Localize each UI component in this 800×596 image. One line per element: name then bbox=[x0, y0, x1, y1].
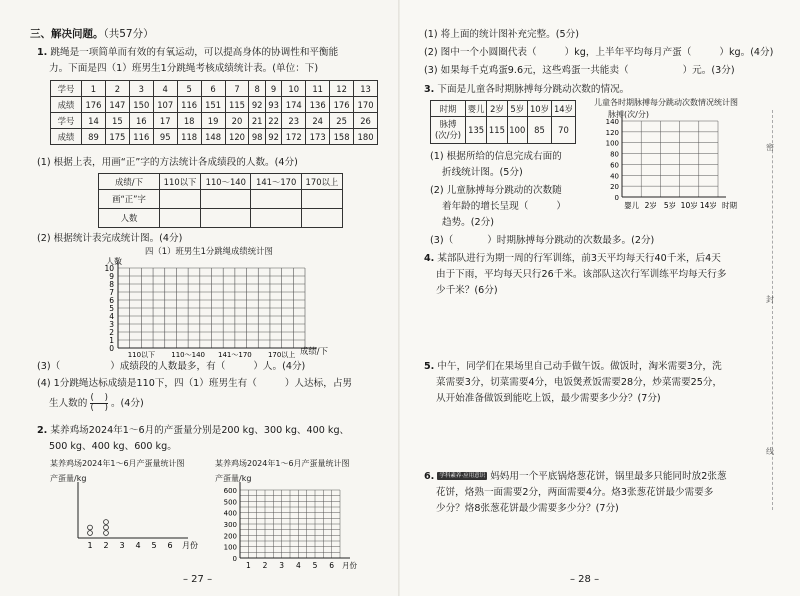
tally-header: 141～170 bbox=[251, 174, 301, 190]
x-axis-label: 月份 bbox=[182, 541, 198, 550]
y-tick-label: 6 bbox=[109, 296, 114, 305]
pulse-period-cell: 婴儿 bbox=[466, 101, 487, 117]
tally-cell[interactable] bbox=[251, 190, 301, 209]
y-tick-label: 20 bbox=[610, 183, 619, 192]
score-cell: 172 bbox=[282, 129, 306, 145]
y-tick-label: 8 bbox=[109, 280, 114, 289]
egg-bar-chart-grid[interactable] bbox=[212, 482, 372, 572]
student-id-cell: 16 bbox=[129, 113, 153, 129]
pulse-value-cell: 135 bbox=[466, 117, 487, 144]
x-tick-label: 170以上 bbox=[267, 351, 296, 359]
x-tick-label: 6 bbox=[167, 541, 173, 550]
student-id-cell: 19 bbox=[201, 113, 225, 129]
score-cell: 115 bbox=[225, 97, 249, 113]
y-tick-label: 9 bbox=[109, 272, 114, 281]
q3-sub1-b: 折线统计图。(5分) bbox=[442, 167, 523, 178]
literacy-badge: 学科素养·应用意识 bbox=[439, 473, 486, 479]
student-id-cell: 8 bbox=[249, 81, 265, 97]
egg-circle-icon bbox=[88, 531, 93, 536]
score-cell: 170 bbox=[354, 97, 378, 113]
tally-cell[interactable] bbox=[301, 190, 342, 209]
x-tick-label: 1 bbox=[87, 541, 93, 550]
y-tick-label: 300 bbox=[223, 521, 237, 529]
y-tick-label: 100 bbox=[223, 543, 237, 552]
student-id-cell: 20 bbox=[225, 113, 249, 129]
q6-line1: 6. 学科素养·应用意识 妈妈用一个平底锅烙葱花饼，锅里最多只能同时放2张葱 bbox=[424, 471, 727, 482]
student-id-cell: 26 bbox=[354, 113, 378, 129]
pulse-header: 时期 bbox=[431, 101, 466, 117]
pulse-chart-ylabel: 脉搏(次/分) bbox=[608, 110, 649, 119]
student-id-cell: 12 bbox=[330, 81, 354, 97]
y-tick-label: 0 bbox=[109, 344, 114, 353]
egg-circle-icon bbox=[104, 531, 109, 536]
blank-fraction[interactable]: $\frac{( )}{( )}$ bbox=[90, 392, 108, 413]
tally-header: 170以上 bbox=[301, 174, 342, 190]
score-cell: 148 bbox=[201, 129, 225, 145]
row-header: 学号 bbox=[51, 113, 82, 129]
pulse-table bbox=[430, 100, 576, 144]
student-id-cell: 23 bbox=[282, 113, 306, 129]
q1-line1: 1. 跳绳是一项简单而有效的有氧运动，可以提高身体的协调性和平衡能 bbox=[37, 47, 339, 58]
q2-sub3: (3) 如果每千克鸡蛋9.6元，这些鸡蛋一共能卖（ ）元。(3分) bbox=[424, 65, 735, 76]
q3-sub2-a: (2) 儿童脉搏每分跳动的次数随 bbox=[430, 185, 562, 196]
q5-line1: 5. 中午，同学们在果场里自己动手做午饭。做饭时，淘米需要3分，洗 bbox=[424, 361, 722, 372]
y-tick-label: 10 bbox=[104, 264, 114, 273]
x-tick-label: 141～170 bbox=[218, 351, 252, 359]
pulse-period-cell: 10岁 bbox=[527, 101, 551, 117]
q3-sub1-a: (1) 根据所给的信息完成右面的 bbox=[430, 151, 562, 162]
x-tick-label: 5岁 bbox=[663, 201, 677, 210]
tally-header: 110～140 bbox=[201, 174, 251, 190]
x-axis-label: 月份 bbox=[342, 561, 357, 570]
q2-line2: 500 kg、400 kg、600 kg。 bbox=[49, 441, 177, 452]
q3-sub2-b: 着年龄的增长呈现（ ） bbox=[442, 201, 566, 212]
student-id-cell: 2 bbox=[105, 81, 129, 97]
y-tick-label: 60 bbox=[610, 161, 619, 170]
score-cell: 93 bbox=[265, 97, 281, 113]
q5-line3: 从开始准备做饭到能吃上饭，最少需要多少分？(7分) bbox=[436, 393, 661, 404]
q6-line3: 少分？烙8张葱花饼最少需要多少分？(7分) bbox=[436, 503, 619, 514]
x-tick-label: 5 bbox=[312, 561, 318, 570]
egg-circle-icon bbox=[88, 525, 93, 530]
side-char: 封 bbox=[766, 295, 774, 304]
pulse-line-chart-grid[interactable] bbox=[600, 115, 750, 215]
student-id-cell: 6 bbox=[201, 81, 225, 97]
egg-chart2-ylabel: 产蛋量/kg bbox=[215, 474, 252, 483]
student-id-cell: 21 bbox=[249, 113, 265, 129]
score-cell: 92 bbox=[265, 129, 281, 145]
chart1-title: 四（1）班男生1分跳绳成绩统计图 bbox=[145, 246, 273, 256]
row-header: 成绩 bbox=[51, 97, 82, 113]
score-cell: 180 bbox=[354, 129, 378, 145]
student-id-cell: 4 bbox=[153, 81, 177, 97]
score-cell: 92 bbox=[249, 97, 265, 113]
y-tick-label: 2 bbox=[109, 328, 114, 337]
score-cell: 175 bbox=[105, 129, 129, 145]
chart1-ylabel: 人数 bbox=[106, 257, 122, 266]
score-cell: 176 bbox=[330, 97, 354, 113]
y-tick-label: 1 bbox=[109, 336, 114, 345]
tally-cell[interactable] bbox=[251, 209, 301, 228]
pulse-row-label: 脉搏 (次/分) bbox=[431, 117, 466, 144]
student-id-cell: 1 bbox=[82, 81, 106, 97]
pulse-value-cell: 70 bbox=[551, 117, 575, 144]
egg-chart1-ylabel: 产蛋量/kg bbox=[50, 474, 87, 483]
pulse-value-cell: 115 bbox=[487, 117, 507, 144]
x-tick-label: 6 bbox=[329, 561, 335, 570]
y-tick-label: 40 bbox=[610, 172, 619, 181]
q3-line1: 3. 下面是儿童各时期脉搏每分跳动次数的情况。 bbox=[424, 84, 630, 95]
score-cell: 118 bbox=[177, 129, 201, 145]
score-cell: 173 bbox=[306, 129, 330, 145]
egg-circle-icon bbox=[104, 520, 109, 525]
q4-line2: 由于下雨，平均每天只行26千米。该部队这次行军训练平均每天行多 bbox=[436, 269, 727, 280]
q4-line3: 少千米？(6分) bbox=[436, 285, 498, 296]
q1-sub4-line2: 生人数的 $\frac{( )}{( )}$ 。(4分) bbox=[49, 392, 144, 413]
side-char: 密 bbox=[766, 143, 774, 152]
q1-sub4: (4) 1分跳绳达标成绩是110下，四（1）班男生有（ ）人达标，占男 bbox=[37, 378, 353, 389]
x-tick-label: 10岁 bbox=[680, 201, 698, 210]
student-id-cell: 15 bbox=[105, 113, 129, 129]
student-id-cell: 18 bbox=[177, 113, 201, 129]
x-tick-label: 1 bbox=[245, 561, 251, 570]
egg-pictograph-chart bbox=[60, 480, 200, 560]
student-id-cell: 9 bbox=[265, 81, 281, 97]
score-cell: 98 bbox=[249, 129, 265, 145]
x-tick-label: 4 bbox=[295, 561, 301, 570]
egg-chart2-title: 某养鸡场2024年1～6月产蛋量统计图 bbox=[215, 459, 350, 468]
x-axis-label: 时期 bbox=[722, 201, 737, 210]
student-id-cell: 10 bbox=[282, 81, 306, 97]
score-cell: 151 bbox=[201, 97, 225, 113]
tally-row-label: 人数 bbox=[99, 209, 160, 228]
tally-cell[interactable] bbox=[160, 190, 201, 209]
tally-header: 成绩/下 bbox=[99, 174, 160, 190]
x-tick-label: 3 bbox=[119, 541, 125, 550]
section-heading: 三、解决问题。（共57分） bbox=[30, 28, 154, 40]
score-cell: 136 bbox=[306, 97, 330, 113]
score-cell: 147 bbox=[105, 97, 129, 113]
student-id-cell: 14 bbox=[82, 113, 106, 129]
x-tick-label: 14岁 bbox=[699, 201, 717, 210]
q1-sub2: (2) 根据统计表完成统计图。(4分) bbox=[37, 233, 183, 244]
pulse-value-cell: 85 bbox=[527, 117, 551, 144]
score-cell: 95 bbox=[153, 129, 177, 145]
y-tick-label: 400 bbox=[223, 509, 237, 518]
page-number: – 27 – bbox=[183, 574, 213, 585]
pulse-period-cell: 5岁 bbox=[507, 101, 527, 117]
score-cell: 176 bbox=[82, 97, 106, 113]
score-cell: 116 bbox=[129, 129, 153, 145]
pulse-value-cell: 100 bbox=[507, 117, 527, 144]
q6-line2: 花饼，烙熟一面需要2分，两面需要4分。烙3张葱花饼最少需要多 bbox=[436, 487, 714, 498]
q5-line2: 菜需要3分，切菜需要4分，电饭煲煮饭需要28分，炒菜需要25分， bbox=[436, 377, 723, 388]
y-tick-label: 0 bbox=[232, 555, 237, 563]
tally-header: 110以下 bbox=[160, 174, 201, 190]
q2-line1: 2. 某养鸡场2024年1～6月的产蛋量分别是200 kg、300 kg、400 kg、 bbox=[37, 425, 350, 436]
pulse-chart-title: 儿童各时期脉搏每分跳动次数情况统计图 bbox=[594, 98, 738, 107]
q3-sub3: (3)（ ）时期脉搏每分跳动的次数最多。(2分) bbox=[430, 235, 655, 246]
student-id-cell: 13 bbox=[354, 81, 378, 97]
y-tick-label: 120 bbox=[605, 128, 619, 137]
score-cell: 116 bbox=[177, 97, 201, 113]
x-tick-label: 110～140 bbox=[171, 351, 205, 359]
tally-cell[interactable] bbox=[201, 209, 251, 228]
y-tick-label: 200 bbox=[223, 532, 237, 541]
score-table bbox=[50, 80, 378, 145]
score-cell: 107 bbox=[153, 97, 177, 113]
egg-circle-icon bbox=[104, 525, 109, 530]
student-id-cell: 11 bbox=[306, 81, 330, 97]
pulse-period-cell: 14岁 bbox=[551, 101, 575, 117]
q3-sub2-d: 趋势。(2分) bbox=[442, 217, 494, 228]
tally-table bbox=[98, 173, 343, 228]
pulse-period-cell: 2岁 bbox=[487, 101, 507, 117]
y-tick-label: 500 bbox=[223, 498, 237, 507]
q4-line1: 4. 某部队进行为期一周的行军训练，前3天平均每天行40千米，后4天 bbox=[424, 253, 721, 264]
student-id-cell: 24 bbox=[306, 113, 330, 129]
chart1-xlabel: 成绩/下 bbox=[300, 346, 328, 356]
student-id-cell: 7 bbox=[225, 81, 249, 97]
x-tick-label: 2 bbox=[103, 541, 109, 550]
page-number: – 28 – bbox=[570, 574, 600, 585]
q1-line2: 力。下面是四（1）班男生1分跳绳考核成绩统计表。(单位：下) bbox=[49, 63, 319, 74]
y-tick-label: 5 bbox=[109, 304, 114, 313]
x-tick-label: 110以下 bbox=[127, 351, 156, 359]
q2-sub1: (1) 将上面的统计图补充完整。(5分) bbox=[424, 29, 579, 40]
score-cell: 89 bbox=[82, 129, 106, 145]
score-cell: 150 bbox=[129, 97, 153, 113]
score-cell: 174 bbox=[282, 97, 306, 113]
tally-cell[interactable] bbox=[301, 209, 342, 228]
tally-row-label: 画“正”字 bbox=[99, 190, 160, 209]
y-tick-label: 80 bbox=[610, 150, 619, 159]
score-cell: 158 bbox=[330, 129, 354, 145]
q2-sub2: (2) 图中一个小圆圈代表（ ）kg，上半年平均每月产蛋（ ）kg。(4分) bbox=[424, 47, 774, 58]
x-tick-label: 5 bbox=[151, 541, 157, 550]
row-header: 成绩 bbox=[51, 129, 82, 145]
y-tick-label: 140 bbox=[605, 118, 619, 126]
x-tick-label: 婴儿 bbox=[624, 201, 640, 210]
y-tick-label: 600 bbox=[223, 487, 237, 495]
y-tick-label: 100 bbox=[605, 139, 619, 148]
x-tick-label: 3 bbox=[279, 561, 285, 570]
y-tick-label: 7 bbox=[109, 288, 114, 297]
student-id-cell: 5 bbox=[177, 81, 201, 97]
x-tick-label: 2岁 bbox=[644, 201, 657, 210]
student-id-cell: 25 bbox=[330, 113, 354, 129]
y-tick-label: 0 bbox=[614, 194, 619, 202]
tally-cell[interactable] bbox=[201, 190, 251, 209]
x-tick-label: 2 bbox=[262, 561, 268, 570]
y-tick-label: 4 bbox=[109, 312, 114, 321]
student-id-cell: 22 bbox=[265, 113, 281, 129]
student-id-cell: 17 bbox=[153, 113, 177, 129]
score-cell: 120 bbox=[225, 129, 249, 145]
row-header: 学号 bbox=[51, 81, 82, 97]
tally-cell[interactable] bbox=[160, 209, 201, 228]
q1-sub1: (1) 根据上表，用画“正”字的方法统计各成绩段的人数。(4分) bbox=[37, 157, 298, 168]
q1-sub3: (3)（ ）成绩段的人数最多，有（ ）人。(4分) bbox=[37, 361, 306, 372]
egg-chart1-title: 某养鸡场2024年1～6月产蛋量统计图 bbox=[50, 459, 185, 468]
x-tick-label: 4 bbox=[135, 541, 141, 550]
student-id-cell: 3 bbox=[129, 81, 153, 97]
y-tick-label: 3 bbox=[109, 320, 114, 329]
side-char: 线 bbox=[766, 447, 774, 456]
right-page bbox=[400, 0, 800, 596]
